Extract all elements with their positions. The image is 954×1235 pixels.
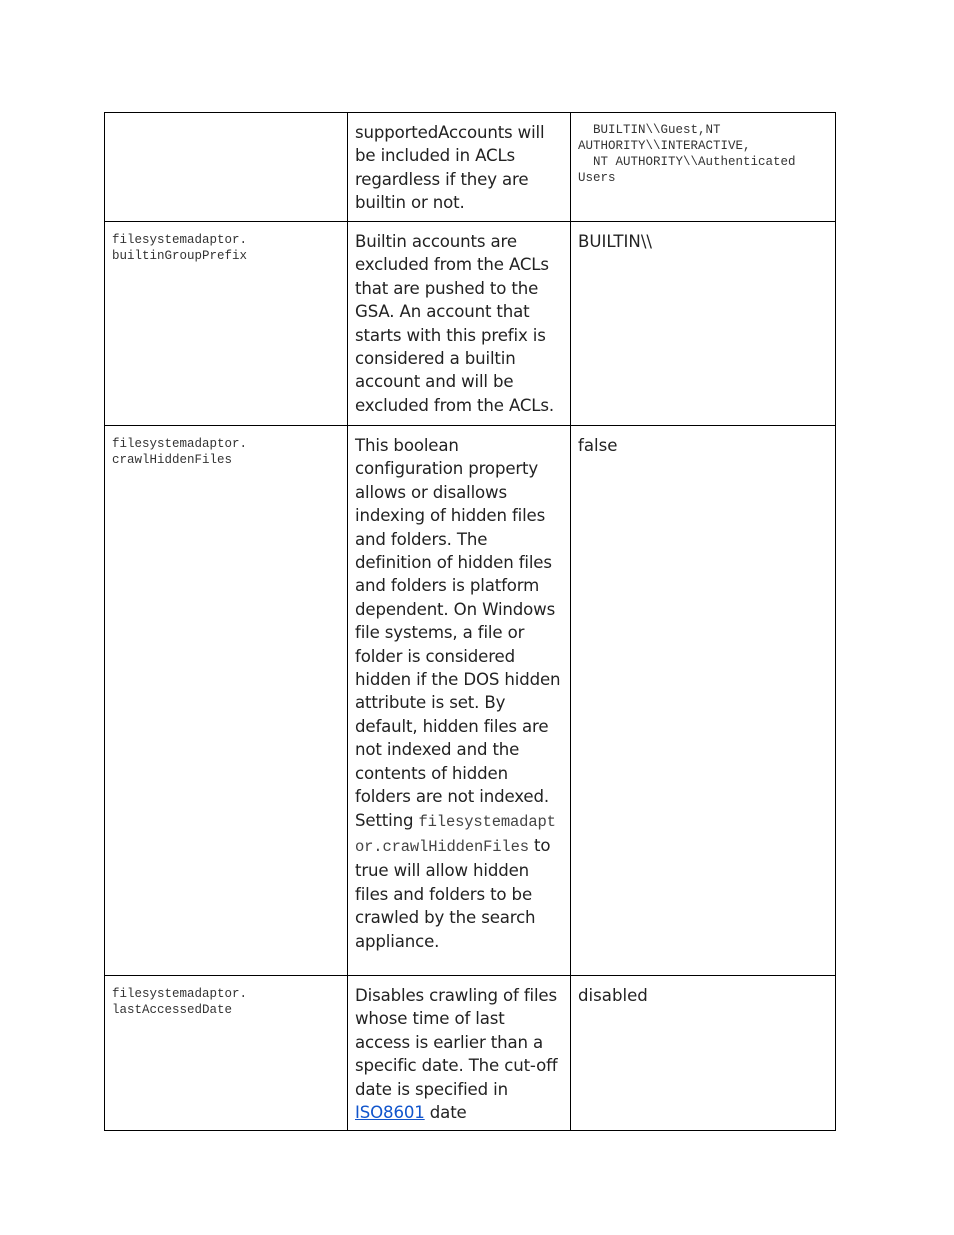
description-cell bbox=[348, 113, 571, 222]
property-name-cell bbox=[105, 113, 348, 222]
description-text: This boolean configuration property allows or disallows indexing of hidden files and folders. The definition of hidden files and folders is platform dependent. On Windows file systems, a file or folder is considered hidden if the DOS hidden attribute is set. By default, hidden files are not indexed and the contents of hidden folders are not indexed. Setting bbox=[355, 436, 561, 830]
property-name-cell bbox=[105, 222, 348, 426]
property-description: Builtin accounts are excluded from the ACLs that are pushed to the GSA. An account that starts with this prefix is considered a builtin account and will be excluded from the ACLs. bbox=[355, 232, 555, 415]
property-name: filesystemadaptor. builtinGroupPrefix bbox=[112, 233, 248, 263]
iso8601-link[interactable]: ISO8601 bbox=[355, 1103, 425, 1123]
description-cell bbox=[348, 976, 571, 1131]
table-row bbox=[105, 426, 836, 976]
config-properties-table bbox=[104, 112, 836, 1131]
property-name-cell bbox=[105, 426, 348, 976]
table-row bbox=[105, 222, 836, 426]
property-description bbox=[355, 434, 563, 953]
description-cell bbox=[348, 426, 571, 976]
default-value-cell bbox=[571, 222, 836, 426]
property-name: filesystemadaptor. lastAccessedDate bbox=[112, 987, 248, 1017]
description-text: Disables crawling of files whose time of last access is earlier than a specific date. The cut-off date is specified in bbox=[355, 986, 558, 1099]
default-value: BUILTIN\\ bbox=[578, 232, 653, 251]
default-value-cell bbox=[571, 113, 836, 222]
default-value-cell bbox=[571, 976, 836, 1131]
default-value-cell bbox=[571, 426, 836, 976]
default-value: disabled bbox=[578, 986, 648, 1005]
inline-code-property: filesystemadaptor.crawlHiddenFiles bbox=[355, 812, 556, 856]
description-text: date bbox=[424, 1103, 467, 1123]
property-name-cell bbox=[105, 976, 348, 1131]
table-row bbox=[105, 976, 836, 1131]
property-description bbox=[355, 984, 563, 1124]
property-name bbox=[112, 121, 340, 123]
property-name: filesystemadaptor. crawlHiddenFiles bbox=[112, 437, 248, 467]
table-row bbox=[105, 113, 836, 222]
description-cell bbox=[348, 222, 571, 426]
default-value: false bbox=[578, 436, 618, 455]
property-description: supportedAccounts will be included in ACLs regardless if they are builtin or not. bbox=[355, 123, 545, 213]
default-value: BUILTIN\\Guest,NT AUTHORITY\\INTERACTIVE, NT AUTHORITY\\Authenticated Users bbox=[578, 123, 796, 185]
description-text: to true will allow hidden files and folders to be crawled by the search appliance. bbox=[355, 835, 551, 951]
